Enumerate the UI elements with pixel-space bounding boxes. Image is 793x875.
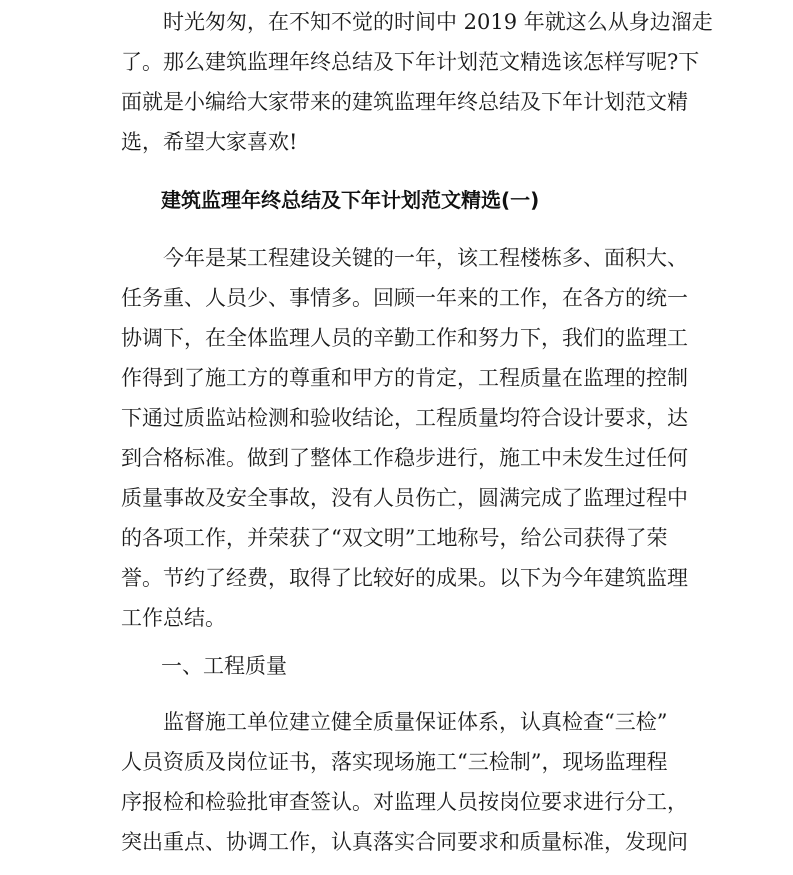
para1-line-9: 誉。节约了经费，取得了比较好的成果。以下为今年建筑监理 xyxy=(121,566,688,590)
para2-line-3: 序报检和检验批审查签认。对监理人员按岗位要求进行分工， xyxy=(121,790,688,814)
intro-paragraph xyxy=(121,2,713,162)
section-title: 建筑监理年终总结及下年计划范文精选(一) xyxy=(161,188,540,212)
intro-line-4: 选，希望大家喜欢! xyxy=(121,130,298,154)
para1-line-1: 今年是某工程建设关键的一年，该工程楼栋多、面积大、 xyxy=(121,246,688,270)
para2-line-4: 突出重点、协调工作，认真落实合同要求和质量标准，发现问 xyxy=(121,830,688,854)
para1-line-6: 到合格标准。做到了整体工作稳步进行，施工中未发生过任何 xyxy=(121,446,688,470)
para1-line-5: 下通过质监站检测和验收结论，工程质量均符合设计要求，达 xyxy=(121,406,688,430)
para2-line-1: 监督施工单位建立健全质量保证体系，认真检查“三检” xyxy=(121,710,668,734)
para1-line-4: 作得到了施工方的尊重和甲方的肯定，工程质量在监理的控制 xyxy=(121,366,688,390)
intro-line-1: 时光匆匆，在不知不觉的时间中 2019 年就这么从身边溜走 xyxy=(121,10,713,34)
intro-line-2: 了。那么建筑监理年终总结及下年计划范文精选该怎样写呢?下 xyxy=(121,50,700,74)
subheading-quality: 一、工程质量 xyxy=(161,654,287,678)
para1-line-2: 任务重、人员少、事情多。回顾一年来的工作，在各方的统一 xyxy=(121,286,688,310)
paragraph-1 xyxy=(121,238,688,638)
para1-line-7: 质量事故及安全事故，没有人员伤亡，圆满完成了监理过程中 xyxy=(121,486,688,510)
para1-line-8: 的各项工作，并荣获了“双文明”工地称号，给公司获得了荣 xyxy=(121,526,668,550)
para1-line-10: 工作总结。 xyxy=(121,606,226,630)
paragraph-2 xyxy=(121,702,688,862)
para1-line-3: 协调下，在全体监理人员的辛勤工作和努力下，我们的监理工 xyxy=(121,326,688,350)
intro-line-3: 面就是小编给大家带来的建筑监理年终总结及下年计划范文精 xyxy=(121,90,688,114)
para2-line-2: 人员资质及岗位证书，落实现场施工“三检制”，现场监理程 xyxy=(121,750,668,774)
